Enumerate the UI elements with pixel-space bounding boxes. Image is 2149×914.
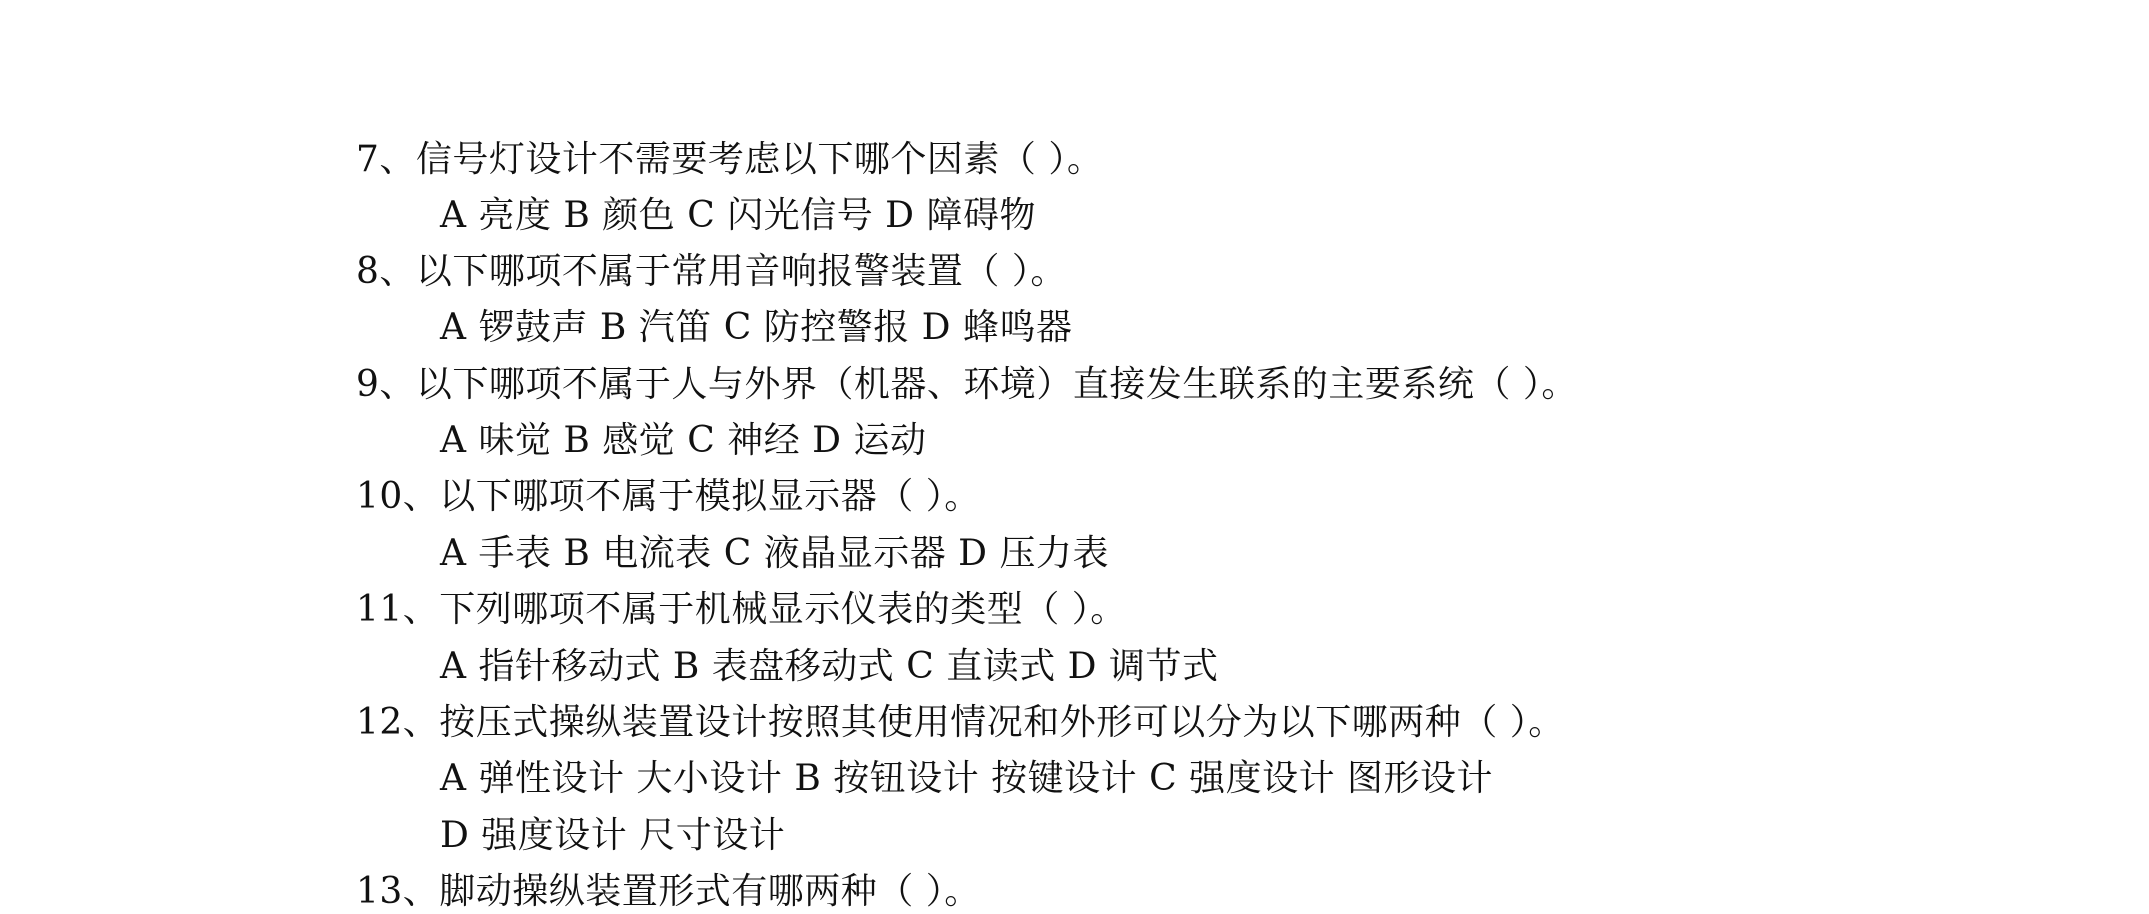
question-8: 8、以下哪项不属于常用音响报警装置（ ）。	[356, 251, 1067, 292]
question-9-options: A 味觉 B 感觉 C 神经 D 运动	[440, 420, 927, 461]
question-12-options-line-2: D 强度设计 尺寸设计	[440, 815, 786, 856]
question-12-options-line-1: A 弹性设计 大小设计 B 按钮设计 按键设计 C 强度设计 图形设计	[440, 758, 1494, 799]
question-11-options: A 指针移动式 B 表盘移动式 C 直读式 D 调节式	[440, 646, 1219, 687]
question-13: 13、脚动操纵装置形式有哪两种（ ）。	[356, 871, 981, 912]
question-7: 7、信号灯设计不需要考虑以下哪个因素（ ）。	[356, 139, 1104, 180]
question-10: 10、以下哪项不属于模拟显示器（ ）。	[356, 476, 981, 517]
question-12: 12、按压式操纵装置设计按照其使用情况和外形可以分为以下哪两种（ ）。	[356, 702, 1565, 743]
question-10-options: A 手表 B 电流表 C 液晶显示器 D 压力表	[440, 533, 1109, 574]
question-9: 9、以下哪项不属于人与外界（机器、环境）直接发生联系的主要系统（ ）。	[356, 364, 1578, 405]
question-8-options: A 锣鼓声 B 汽笛 C 防控警报 D 蜂鸣器	[440, 307, 1073, 348]
question-11: 11、下列哪项不属于机械显示仪表的类型（ ）。	[356, 589, 1127, 630]
question-7-options: A 亮度 B 颜色 C 闪光信号 D 障碍物	[440, 195, 1036, 236]
